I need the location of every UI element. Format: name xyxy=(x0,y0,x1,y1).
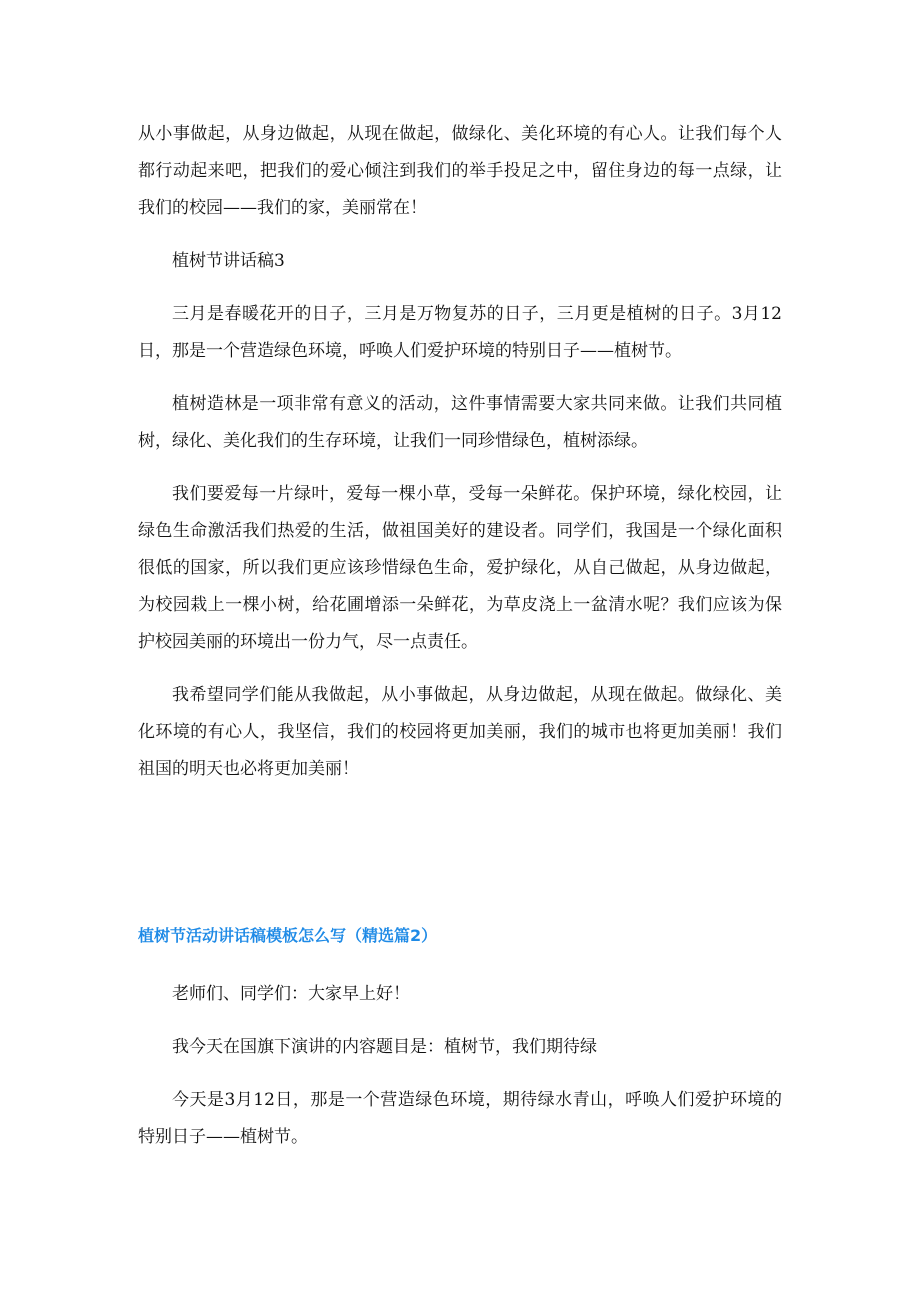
greeting-paragraph: 老师们、同学们：大家早上好！ xyxy=(172,984,410,1004)
section-heading: 植树节活动讲话稿模板怎么写（精选篇2） xyxy=(138,926,438,945)
topic-paragraph: 我今天在国旗下演讲的内容题目是：植树节，我们期待绿 xyxy=(172,1037,597,1057)
section2-body xyxy=(138,976,782,1156)
paragraph: 今天是3月12日，那是一个营造绿色环境，期待绿水青山，呼唤人们爱护环境的特别日子——植树节。 xyxy=(138,1090,782,1147)
paragraph: 我希望同学们能从我做起，从小事做起，从身边做起，从现在做起。做绿化、美化环境的有心人，我坚信，我们的校园将更加美丽，我们的城市也将更加美丽！我们祖国的明天也必将更加美丽！ xyxy=(138,685,782,779)
paragraph: 三月是春暖花开的日子，三月是万物复苏的日子，三月更是植树的日子。3月12日，那是一个营造绿色环境，呼唤人们爱护环境的特别日子——植树节。 xyxy=(138,304,782,361)
document-body xyxy=(138,116,782,788)
speech-subtitle: 植树节讲话稿3 xyxy=(172,251,285,271)
paragraph: 我们要爱每一片绿叶，爱每一棵小草，受每一朵鲜花。保护环境，绿化校园，让绿色生命激活我们热爱的生活，做祖国美好的建设者。同学们，我国是一个绿化面积很低的国家，所以我们更应该珍惜绿色生命，爱护绿化，从自己做起，从身边做起，为校园栽上一棵小树，给花圃增添一朵鲜花，为草皮浇上一盆清水呢？我们应该为保护校园美丽的环境出一份力气，尽一点责任。 xyxy=(138,484,782,652)
continued-paragraph: 从小事做起，从身边做起，从现在做起，做绿化、美化环境的有心人。让我们每个人都行动起来吧，把我们的爱心倾注到我们的举手投足之中，留住身边的每一点绿，让我们的校园——我们的家，美丽常在！ xyxy=(138,124,782,218)
paragraph: 植树造林是一项非常有意义的活动，这件事情需要大家共同来做。让我们共同植树，绿化、美化我们的生存环境，让我们一同珍惜绿色，植树添绿。 xyxy=(138,394,782,451)
